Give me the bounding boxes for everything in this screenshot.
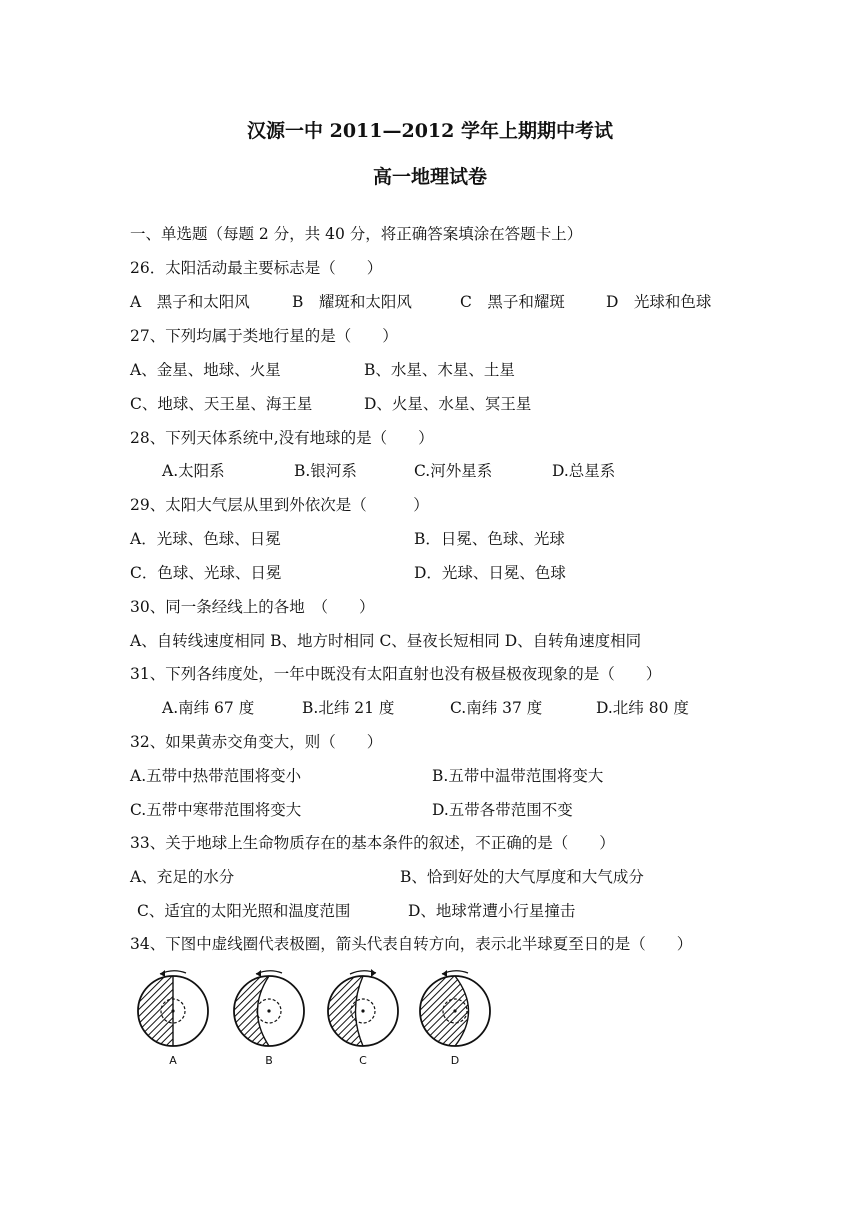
q30-options: A、自转线速度相同 B、地方时相同 C、昼夜长短相同 D、自转角速度相同 bbox=[130, 632, 642, 650]
q27-option-c: C、地球、天王星、海王星 bbox=[130, 395, 313, 413]
question-26-stem: 26．太阳活动最主要标志是（ ） bbox=[130, 259, 383, 277]
q26-option-a: A 黑子和太阳风 bbox=[130, 293, 250, 311]
figure-d bbox=[412, 968, 498, 1068]
q33-option-c: C、适宜的太阳光照和温度范围 bbox=[137, 902, 351, 920]
q28-option-b: B.银河系 bbox=[294, 462, 357, 480]
q31-option-a: A.南纬 67 度 bbox=[162, 699, 255, 717]
globe-figures bbox=[130, 968, 500, 1076]
q29-option-a: A．光球、色球、日冕 bbox=[130, 530, 281, 548]
q28-option-a: A.太阳系 bbox=[162, 462, 225, 480]
figure-a-label: A bbox=[169, 1054, 177, 1067]
q33-option-b: B、恰到好处的大气厚度和大气成分 bbox=[400, 868, 644, 886]
globe-night-left-icon bbox=[226, 968, 312, 1054]
q33-option-d: D、地球常遭小行星撞击 bbox=[408, 902, 576, 920]
q32-option-a: A.五带中热带范围将变小 bbox=[130, 767, 302, 785]
question-31-stem: 31、下列各纬度处，一年中既没有太阳直射也没有极昼极夜现象的是（ ） bbox=[130, 665, 662, 683]
figure-c-label: C bbox=[359, 1054, 367, 1067]
q26-option-d: D 光球和色球 bbox=[606, 293, 712, 311]
globe-night-left-icon bbox=[320, 968, 406, 1054]
question-33-stem: 33、关于地球上生命物质存在的基本条件的叙述，不正确的是（ ） bbox=[130, 834, 615, 852]
question-32-stem: 32、如果黄赤交角变大，则（ ） bbox=[130, 733, 383, 751]
subtitle: 高一地理试卷 bbox=[372, 166, 487, 188]
q27-option-a: A、金星、地球、火星 bbox=[130, 361, 281, 379]
question-28-stem: 28、下列天体系统中,没有地球的是（ ） bbox=[130, 429, 434, 447]
figure-b bbox=[226, 968, 312, 1068]
q32-option-d: D.五带各带范围不变 bbox=[432, 801, 573, 819]
question-30-stem: 30、同一条经线上的各地 （ ） bbox=[130, 598, 375, 616]
question-27-stem: 27、下列均属于类地行星的是（ ） bbox=[130, 327, 398, 345]
figure-a bbox=[130, 968, 216, 1068]
q31-option-c: C.南纬 37 度 bbox=[450, 699, 543, 717]
q27-option-d: D、火星、水星、冥王星 bbox=[364, 395, 532, 413]
q26-option-c: C 黑子和耀斑 bbox=[460, 293, 565, 311]
title: 汉源一中 2011—2012 学年上期期中考试 bbox=[247, 120, 613, 142]
q27-option-b: B、水星、木星、土星 bbox=[364, 361, 515, 379]
q29-option-b: B．日冕、色球、光球 bbox=[414, 530, 565, 548]
q32-option-b: B.五带中温带范围将变大 bbox=[432, 767, 604, 785]
question-29-stem: 29、太阳大气层从里到外依次是（ ） bbox=[130, 496, 429, 514]
section-heading: 一、单选题（每题 2 分，共 40 分，将正确答案填涂在答题卡上） bbox=[130, 225, 583, 243]
q33-option-a: A、充足的水分 bbox=[130, 868, 235, 886]
figure-b-label: B bbox=[265, 1054, 273, 1067]
q28-option-c: C.河外星系 bbox=[414, 462, 493, 480]
q28-option-d: D.总星系 bbox=[552, 462, 616, 480]
q31-option-d: D.北纬 80 度 bbox=[596, 699, 689, 717]
q26-option-b: B 耀斑和太阳风 bbox=[292, 293, 412, 311]
q31-option-b: B.北纬 21 度 bbox=[302, 699, 395, 717]
figure-c bbox=[320, 968, 406, 1068]
q32-option-c: C.五带中寒带范围将变大 bbox=[130, 801, 302, 819]
q29-option-d: D．光球、日冕、色球 bbox=[414, 564, 566, 582]
q29-option-c: C．色球、光球、日冕 bbox=[130, 564, 282, 582]
globe-night-left-icon bbox=[412, 968, 498, 1054]
globe-night-left-icon bbox=[130, 968, 216, 1054]
figure-d-label: D bbox=[450, 1054, 460, 1067]
question-34-stem: 34、下图中虚线圈代表极圈，箭头代表自转方向，表示北半球夏至日的是（ ） bbox=[130, 935, 693, 953]
